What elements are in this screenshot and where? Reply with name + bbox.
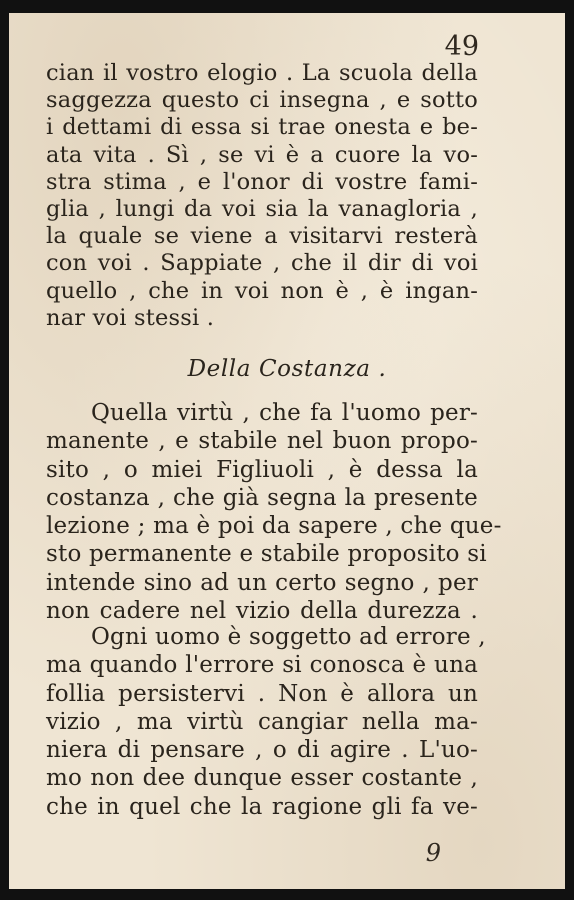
text-line: glia , lungi da voi sia la vanagloria , [46,196,478,223]
text-line: intende sino ad un certo segno , per [46,569,478,596]
text-line: con voi . Sappiate , che il dir di voi [46,250,478,277]
text-line: follia persistervi . Non è allora un [46,680,478,707]
text-line: niera di pensare , o di agire . L'uo- [46,737,478,764]
section-heading: Della Costanza . [187,356,387,382]
text-line: ata vita . Sì , se vi è a cuore la vo- [46,141,478,168]
text-line: Quella virtù , che fa l'uomo per- [91,400,478,426]
text-line: sito , o miei Figliuoli , è dessa la [46,456,478,483]
signature-mark: 9 [425,839,441,867]
paragraph-3 [46,623,486,821]
text-line: cian il vostro elogio . La scuola della [46,60,478,86]
paragraph-2 [46,399,502,625]
text-line: manente , e stabile nel buon propo- [46,428,478,455]
text-line: i dettami di essa si trae onesta e be- [46,114,478,141]
text-line: costanza , che già segna la presente [46,484,478,511]
text-line: ma quando l'errore si conosca è una [46,652,478,679]
text-line: vizio , ma virtù cangiar nella ma- [46,708,478,735]
text-line: nar voi stessi . [46,304,215,331]
text-line: quello , che in voi non è , è ingan- [46,277,478,304]
text-line: saggezza questo ci insegna , e sotto [46,87,478,114]
page-number: 49 [444,31,479,62]
text-line: non cadere nel vizio della durezza . [46,598,478,625]
book-page [9,13,565,889]
text-line: la quale se viene a visitarvi resterà [46,223,478,250]
text-line: lezione ; ma è poi da sapere , che que- [46,513,502,540]
text-line: stra stima , e l'onor di vostre fami- [46,168,478,195]
paragraph-1 [46,60,478,332]
text-line: che in quel che la ragione gli fa ve- [46,793,478,820]
text-line: Ogni uomo è soggetto ad errore , [91,624,486,650]
text-line: sto permanente e stabile proposito si [46,541,487,568]
text-line: mo non dee dunque esser costante , [46,765,478,792]
